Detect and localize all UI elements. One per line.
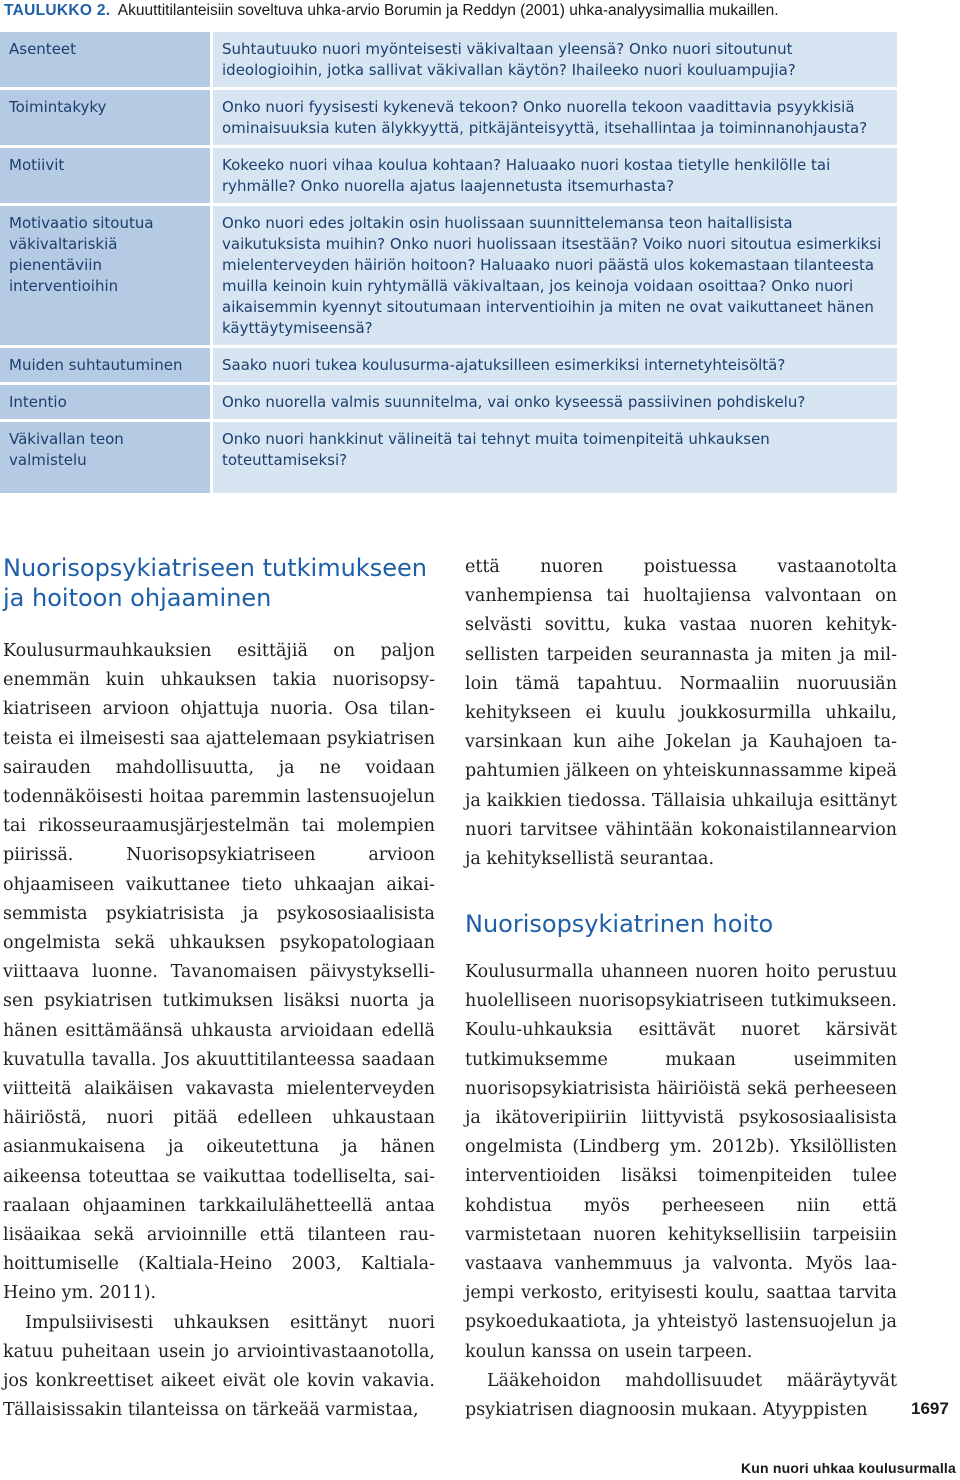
body-paragraph: Lääkehoidon mahdollisuudet määräytyvät psykiatrisen diagnoosin mukaan. Atyyppisten [465, 1370, 897, 1421]
table-caption [4, 2, 954, 20]
table-row [0, 422, 897, 493]
body-paragraph: Koulusurmauhkauksien esittäjiä on paljon enemmän kuin uhkauksen takia nuorisopsykiatriseen arvioon ohjattuja nuoria. Osa tilanteista ei ilmeisesti saa ajattelemaan psykiatrisen sairauden mahdollisuutta, ja ne voidaan todennäköisesti hoitaa paremmin lastensuojelun tai rikosseuraamusjärjestelmän tai molempien piirissä. Nuorisopsykiatriseen arvioon ohjaamiseen vaikuttanee tieto uhkaajan aikaisemmista psykiatrisista ja psykososiaalisista ongelmista sekä uhkauksen psykopatologiaan viittaava luonne. Tavanomaisen päivystyksellisen psykiatrisen tutkimuksen lisäksi nuorta ja hänen esittämäänsä uhkausta arvioidaan edellä kuvatulla tavalla. Jos akuuttitilanteessa saadaan viitteitä alaikäisen vakavasta mielenterveyden häiriöstä, nuori pitää edelleen uhkaustaan asianmukaisena ja oikeutettuna ja hänen aikeensa toteuttaa se vaikuttaa todelliselta, sairaalaan ohjaaminen tarkkailulähetteellä antaa lisäaikaa sekä arvioinnille että tilanteen rauhoittumiselle (Kaltiala-Heino 2003, Kaltiala-Heino ym. 2011). [3, 641, 435, 1304]
row-question: Kokeeko nuori vihaa koulua kohtaan? Haluaako nuori kostaa tietylle henkilölle tai ryhmälle? Onko nuorella ajatus laajennetusta itsemurhasta? [213, 148, 897, 203]
row-question: Onko nuori hankkinut välineitä tai tehnyt muita toimenpiteitä uhkauksen toteuttamiseksi? [213, 422, 897, 493]
row-question: Onko nuori fyysisesti kykenevä tekoon? Onko nuorella tekoon vaadittavia psyykkisiä ominaisuuksia kuten älykkyyttä, pitkäjänteisyyttä, itsehallintaa ja toiminnanohjausta? [213, 90, 897, 145]
table-row [0, 206, 897, 345]
table-row [0, 348, 897, 382]
row-label: Väkivallan teon valmistelu [0, 422, 213, 493]
row-question: Saako nuori tukea koulusurma-ajatuksilleen esimerkiksi internetyhteisöltä? [213, 348, 897, 382]
row-label: Toimintakyky [0, 90, 213, 145]
table-row [0, 32, 897, 87]
row-question: Onko nuori edes joltakin osin huolissaan suunnittelemansa teon haitallisista vaikutuksista muihin? Onko nuori huolissaan itsestään? Voiko nuori sitoutua esimerkiksi mielenterveyden häiriön hoitoon? Haluaako nuori päästä ulos kokemastaan tilanteesta muilla keinoin kuin ryhtymällä väkivaltaan, jos keinoja voidaan osoittaa? Onko nuori aikaisemmin kyennyt sitoutumaan interventioihin ja miten ne ovat vaikuttaneet hänen käyttäytymiseensä? [213, 206, 897, 345]
body-paragraph-continued: että nuoren poistuessa vastaanotolta vanhempiensa tai huoltajiensa valvontaan on selvästi sovittu, kuka vastaa nuoren kehityksellisten tarpeiden seurannasta ja miten ja milloin tämä tapahtuu. Normaaliin nuoruusiän kehitykseen ei kuulu joukkosurmilla uhkailu, varsinkaan kun aihe Jokelan ja Kauhajoen tapahtumien jälkeen on yhteiskunnassamme kipeä ja kaikkien tiedossa. Tällaisia uhkailuja esittänyt nuori tarvitsee vähintään kokonaistilannearvion ja kehityksellistä seurantaa. [465, 557, 897, 870]
row-label: Muiden suhtautuminen [0, 348, 213, 382]
running-footer: Kun nuori uhkaa koulusurmalla [740, 1460, 956, 1476]
page-number: 1697 [911, 1399, 949, 1418]
row-label: Motiivit [0, 148, 213, 203]
row-label: Asenteet [0, 32, 213, 87]
table-caption-text: Akuuttitilanteisiin soveltuva uhka-arvio Borumin ja Reddyn (2001) uhka-analyysimallia mukaillen. [117, 2, 779, 19]
section-heading-treatment: Nuorisopsykiatrinen hoito [465, 910, 774, 938]
body-paragraph: Impulsiivisesti uhkauksen esittänyt nuori katuu puheitaan usein jo arviointivastaanotolla, jos konkreettiset aikeet eivät ole kovin vakavia. Tällaisissakin tilanteissa on tärkeää varmistaa, [3, 1312, 435, 1421]
right-column-continuation [465, 553, 897, 874]
row-label: Motivaatio sitoutua väkivaltariskiä pienentäviin interventioihin [0, 206, 213, 345]
threat-assessment-table [0, 29, 897, 496]
table-caption-label: TAULUKKO 2. [4, 2, 111, 19]
section-heading-referral: Nuorisopsykiatriseen tutkimukseen ja hoitoon ohjaaminen [3, 554, 427, 612]
row-question: Suhtautuuko nuori myönteisesti väkivaltaan yleensä? Onko nuori sitoutunut ideologioihin, jotka sallivat väkivallan käytön? Ihaileeko nuori kouluampujia? [213, 32, 897, 87]
table-row [0, 148, 897, 203]
table-row [0, 90, 897, 145]
table-row [0, 385, 897, 419]
body-paragraph: Koulusurmalla uhanneen nuoren hoito perustuu huolelliseen nuorisopsykiatriseen tutkimukseen. Koulu-uhkauksia esittävät nuoret kärsivät tutkimuksemme mukaan useimmiten nuorisopsykiatrisista häiriöistä sekä perheeseen ja ikätoveripiiriin liittyvistä psykososiaalisista ongelmista (Lindberg ym. 2012b). Yksilöllisten interventioiden lisäksi toimenpiteiden tulee kohdistua myös perheeseen niin että varmistetaan nuoren kehityksellisiin tarpeisiin vastaava vanhemmuus ja valvonta. Myös laajempi verkosto, erityisesti koulu, saattaa tarvita psykoedukaatiota, ja yhteistyö lastensuojelun ja koulun kanssa on usein tarpeen. [465, 962, 897, 1362]
row-question: Onko nuorella valmis suunnitelma, vai onko kyseessä passiivinen pohdiskelu? [213, 385, 897, 419]
row-label: Intentio [0, 385, 213, 419]
right-column [465, 958, 897, 1425]
left-column [3, 637, 435, 1425]
